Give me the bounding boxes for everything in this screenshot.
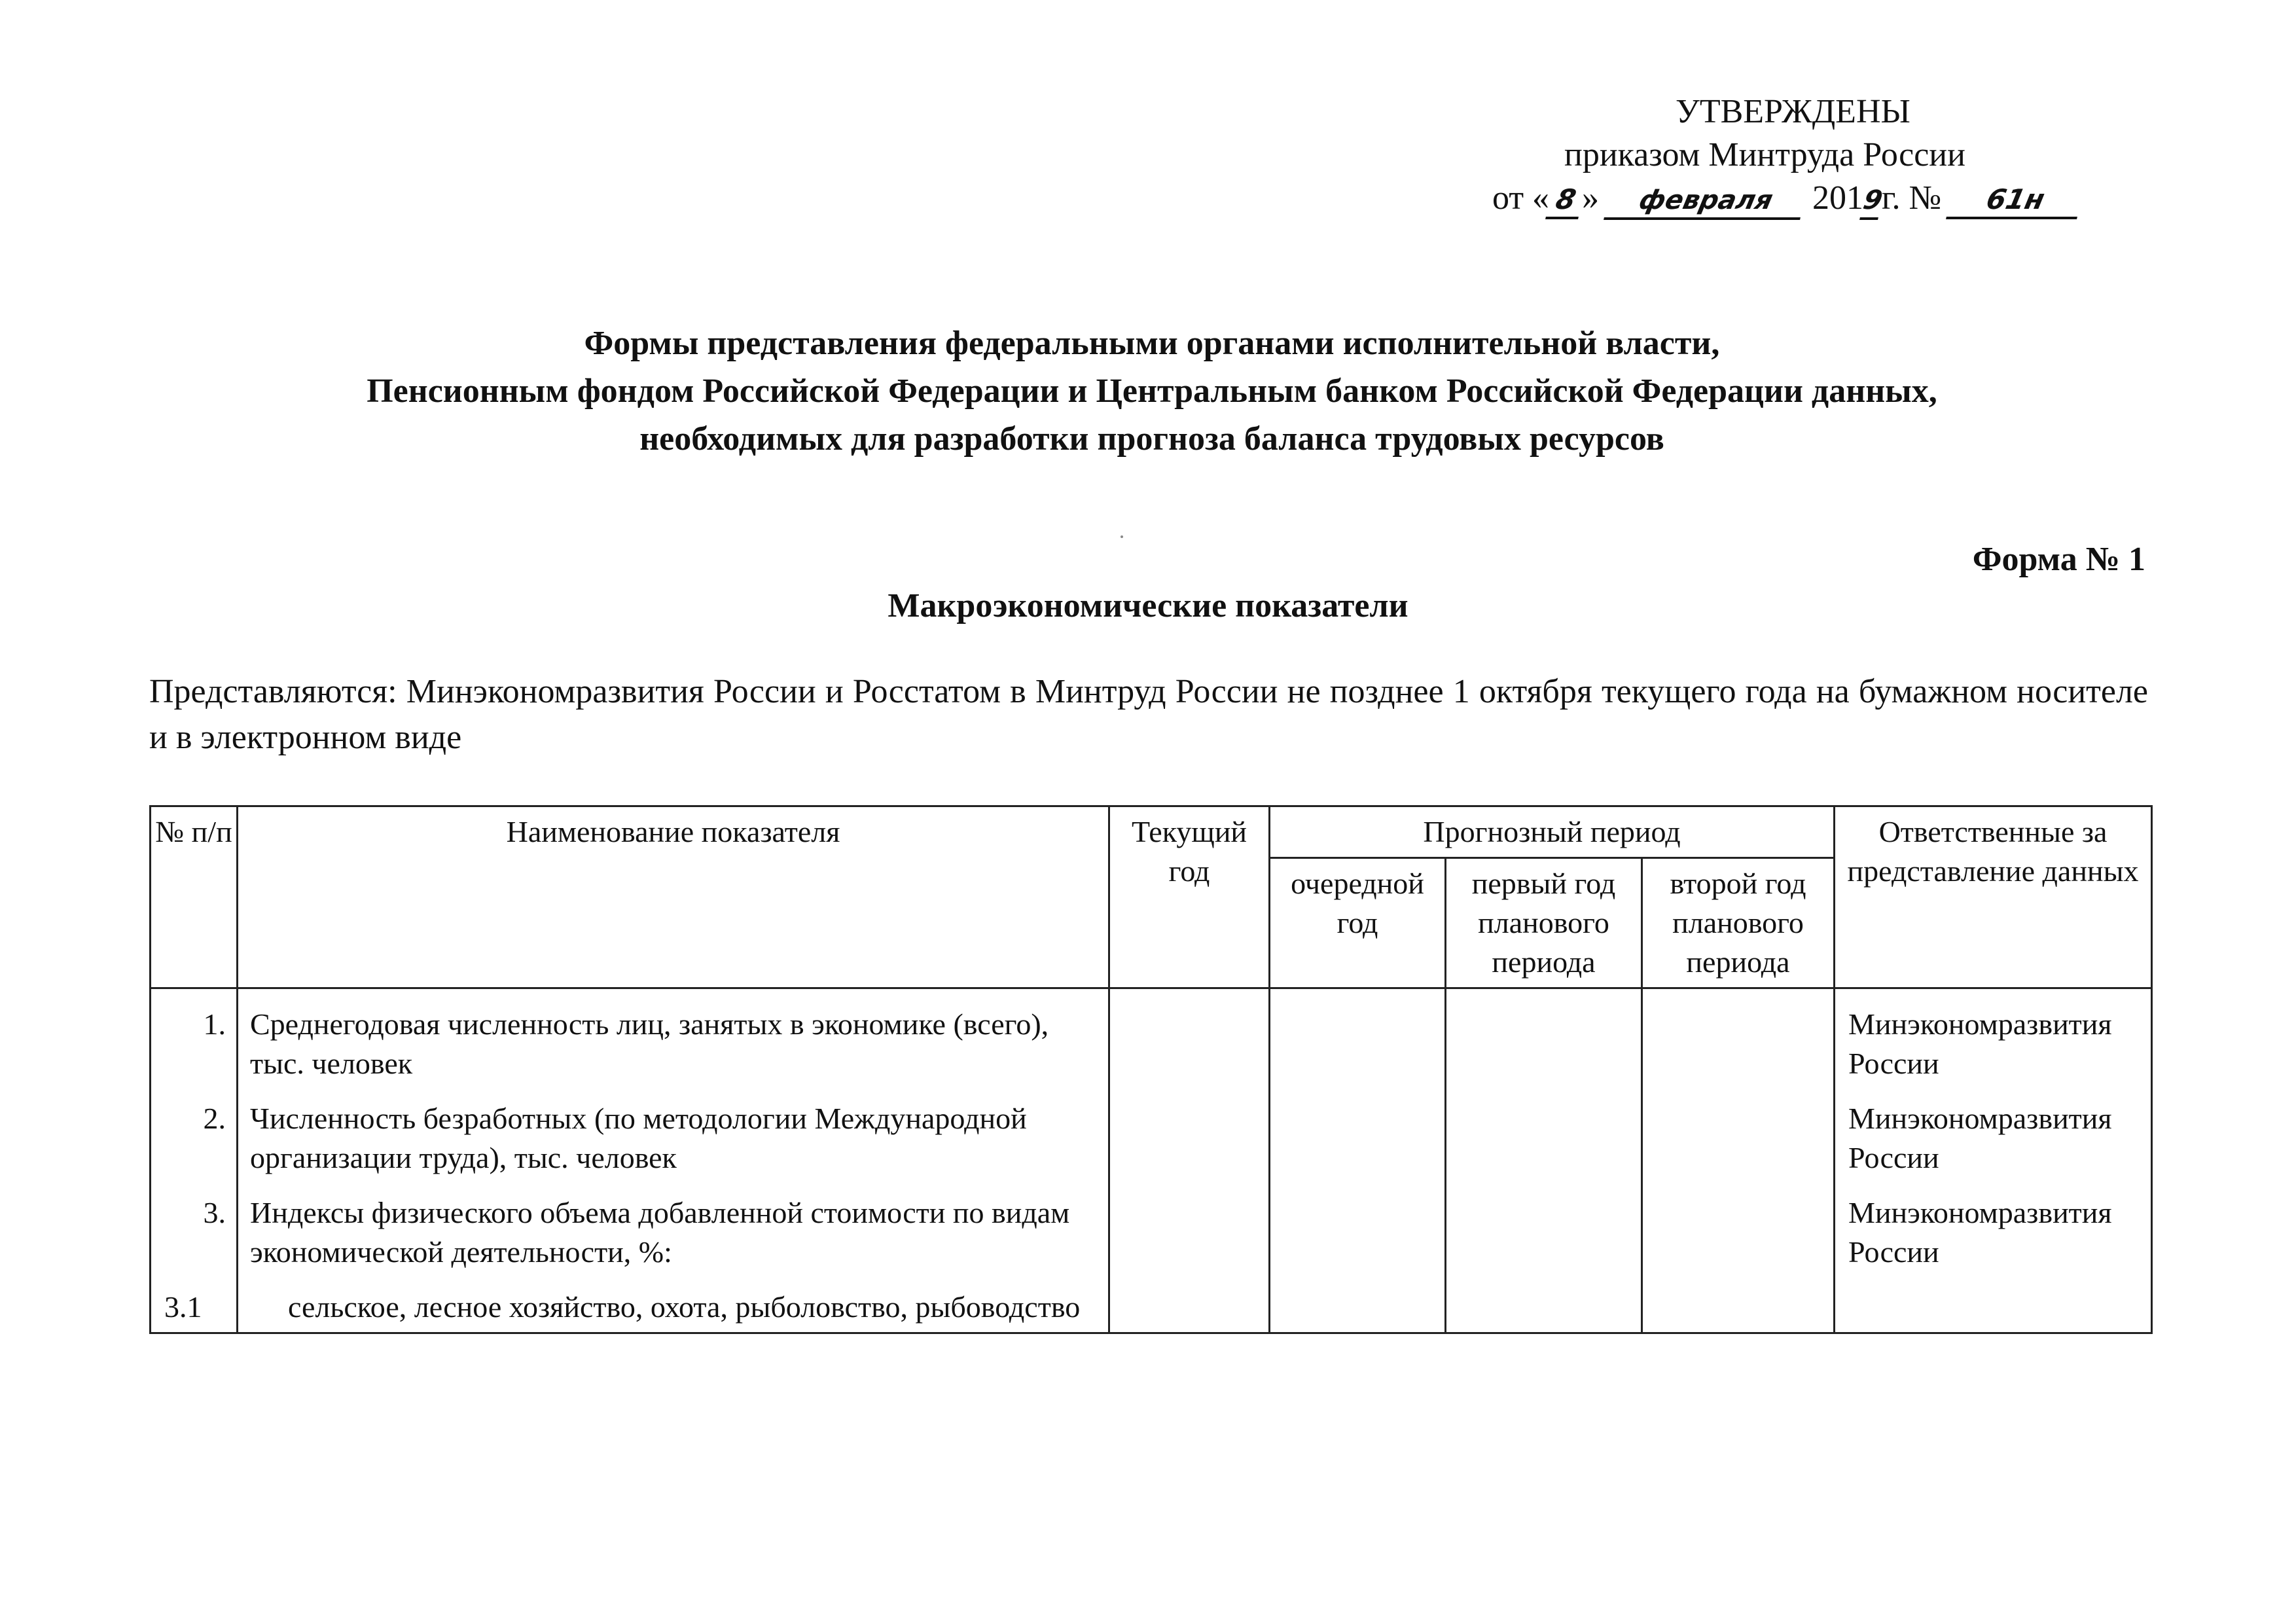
- scan-speck: [1121, 535, 1123, 538]
- cell-next-year: [1270, 1188, 1446, 1282]
- date-prefix: от «: [1492, 179, 1550, 217]
- cell-current-year: [1109, 988, 1270, 1094]
- approval-order-line: приказом Минтруда России: [1564, 136, 1965, 173]
- indicators-table: [149, 805, 2153, 1334]
- header-first-plan-year: первый год планового периода: [1446, 858, 1642, 988]
- row-number: 2.: [151, 1094, 238, 1188]
- handwritten-year-digit: 9: [1859, 183, 1886, 220]
- document-title-line-1: Формы представления федеральными органами исполнительной власти,: [584, 325, 1720, 362]
- header-forecast-period: Прогнозный период: [1270, 806, 1835, 858]
- table-row: [151, 1094, 2152, 1188]
- cell-second-plan-year: [1642, 988, 1835, 1094]
- cell-current-year: [1109, 1094, 1270, 1188]
- approval-date-line: [1492, 177, 2081, 220]
- handwritten-order-number: 61н: [1946, 183, 2085, 219]
- approval-stamp: [1492, 90, 2081, 220]
- handwritten-month: февраля: [1604, 183, 1808, 220]
- handwritten-day: 8: [1545, 183, 1586, 219]
- row-responsible: Минэкономразвития России: [1835, 1188, 2152, 1282]
- row-indicator-name: Индексы физического объема добавленной стоимости по видам экономической деятельности, %:: [238, 1188, 1109, 1282]
- document-title-line-3: необходимых для разработки прогноза баланса трудовых ресурсов: [639, 420, 1664, 458]
- cell-first-plan-year: [1446, 1282, 1642, 1333]
- submission-note: Представляются: Минэкономразвития России и Росстатом в Минтруд России не позднее 1 октября текущего года на бумажном носителе и в электронном виде: [149, 673, 2148, 756]
- cell-second-plan-year: [1642, 1188, 1835, 1282]
- row-responsible: Минэкономразвития России: [1835, 988, 2152, 1094]
- header-responsible: Ответственные за представление данных: [1835, 806, 2152, 988]
- cell-next-year: [1270, 988, 1446, 1094]
- approval-title: УТВЕРЖДЕНЫ: [1676, 93, 1910, 130]
- row-responsible: [1835, 1282, 2152, 1333]
- header-current-year: Текущий год: [1109, 806, 1270, 988]
- table-row: [151, 988, 2152, 1094]
- row-responsible: Минэкономразвития России: [1835, 1094, 2152, 1188]
- row-indicator-name: Численность безработных (по методологии Международной организации труда), тыс. человек: [238, 1094, 1109, 1188]
- document-title-line-2: Пенсионным фондом Российской Федерации и Центральным банком Российской Федерации данных,: [367, 372, 1937, 410]
- table-row: [151, 1188, 2152, 1282]
- row-indicator-name: сельское, лесное хозяйство, охота, рыболовство, рыбоводство: [238, 1282, 1109, 1333]
- section-title: Макроэкономические показатели: [888, 587, 1408, 624]
- row-number: 3.1: [151, 1282, 238, 1333]
- row-number: 1.: [151, 988, 238, 1094]
- cell-second-plan-year: [1642, 1094, 1835, 1188]
- header-row-1: [151, 806, 2152, 858]
- header-number: № п/п: [151, 806, 238, 988]
- header-indicator: Наименование показателя: [238, 806, 1109, 988]
- cell-first-plan-year: [1446, 988, 1642, 1094]
- cell-next-year: [1270, 1282, 1446, 1333]
- cell-first-plan-year: [1446, 1188, 1642, 1282]
- row-number: 3.: [151, 1188, 238, 1282]
- cell-current-year: [1109, 1282, 1270, 1333]
- cell-second-plan-year: [1642, 1282, 1835, 1333]
- header-next-year: очередной год: [1270, 858, 1446, 988]
- row-indicator-name: Среднегодовая численность лиц, занятых в экономике (всего), тыс. человек: [238, 988, 1109, 1094]
- number-prefix: г. №: [1882, 179, 1942, 217]
- cell-next-year: [1270, 1094, 1446, 1188]
- header-second-plan-year: второй год планового периода: [1642, 858, 1835, 988]
- table-row: [151, 1282, 2152, 1333]
- form-number: Форма № 1: [1972, 541, 2145, 578]
- date-mid: »: [1582, 179, 1600, 217]
- document-title: [157, 319, 2147, 463]
- cell-first-plan-year: [1446, 1094, 1642, 1188]
- year-prefix: 201: [1812, 179, 1864, 217]
- cell-current-year: [1109, 1188, 1270, 1282]
